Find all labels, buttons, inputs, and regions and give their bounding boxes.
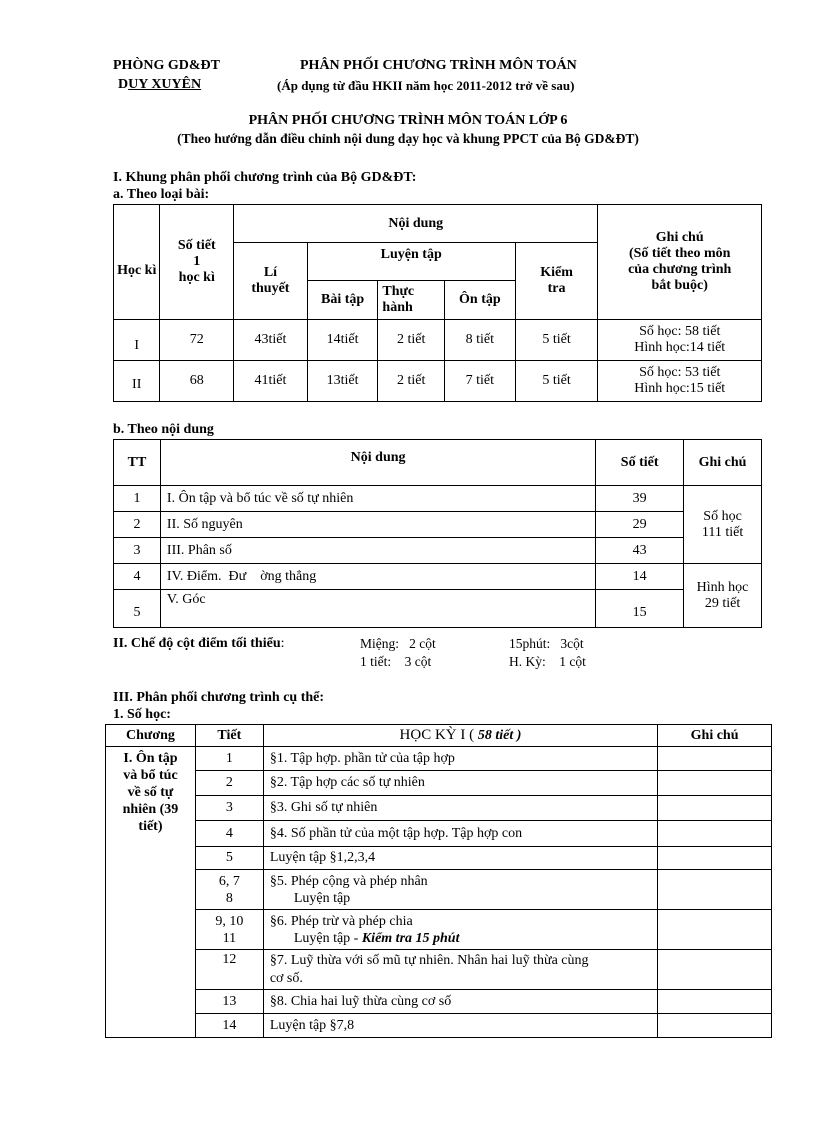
hdr-chuong: Chương xyxy=(106,725,196,747)
hdr-ghichu-3: của chương trình xyxy=(628,262,732,277)
table-row xyxy=(106,796,772,821)
cell-th: 2 tiết xyxy=(378,361,445,402)
cell-tiet xyxy=(195,910,263,950)
gc-sohoc-1: Số học xyxy=(703,508,742,524)
hdr-hocky xyxy=(263,725,657,747)
hdr-sotiet-b: Số tiết xyxy=(596,440,684,486)
main-subtitle: (Theo hướng dẫn điều chỉnh nội dung dạy học và khung PPCT của Bộ GD&ĐT) xyxy=(177,131,639,146)
table-row xyxy=(114,486,762,512)
cell-gc-sohoc xyxy=(684,486,762,564)
cell-gc-1: Số học: 58 tiết xyxy=(639,324,721,339)
hdr-kiemtra xyxy=(515,243,598,320)
tiet1-value: 1 tiết: 3 cột xyxy=(360,654,432,669)
cell-tiet: 5 xyxy=(195,847,263,870)
table-row xyxy=(106,870,772,910)
main-title: PHÂN PHỐI CHƯƠNG TRÌNH MÔN TOÁN LỚP 6 xyxy=(248,113,568,128)
cell-ghichu xyxy=(658,771,772,796)
hdr-lithuyet-2: thuyết xyxy=(251,281,290,296)
cell-st: 39 xyxy=(596,486,684,512)
cell-tiet: 12 xyxy=(195,950,263,990)
hdr-kiemtra-2: tra xyxy=(547,281,566,296)
org-district xyxy=(118,77,201,93)
gc-hinhhoc-1: Hình học xyxy=(696,579,749,595)
table-row xyxy=(106,821,772,847)
hdr-kiemtra-1: Kiểm xyxy=(540,265,573,280)
cell-nd: IV. Điểm. Đư ờng thẳng xyxy=(160,564,595,590)
cell-ghichu xyxy=(658,821,772,847)
cell-nd: III. Phân số xyxy=(160,538,595,564)
section1-sub-a: a. Theo loại bài: xyxy=(113,187,210,202)
cell-ghichu xyxy=(658,990,772,1014)
cell-gc xyxy=(598,320,762,361)
section1-sub-b: b. Theo nội dung xyxy=(113,422,214,437)
cell-noidung xyxy=(263,870,657,910)
cell-noidung: Luyện tập §1,2,3,4 xyxy=(263,847,657,870)
cell-sotiet: 72 xyxy=(160,320,234,361)
cell-tt: 4 xyxy=(114,564,161,590)
cell-noidung: §4. Số phần tử của một tập hợp. Tập hợp con xyxy=(263,821,657,847)
nd-b: Luyện tập xyxy=(293,890,351,906)
table-so-hoc xyxy=(105,724,772,1038)
hdr-ghichu-1: Ghi chú xyxy=(655,230,704,245)
chuong-line-3: về số tự xyxy=(127,785,174,800)
cell-bt: 13tiết xyxy=(307,361,378,402)
cell-tiet: 13 xyxy=(195,990,263,1014)
mieng-value: Miệng: 2 cột xyxy=(360,636,436,651)
cell-ot: 8 tiết xyxy=(445,320,516,361)
cell-ghichu xyxy=(658,796,772,821)
cell-gc-1: Số học: 53 tiết xyxy=(639,365,721,380)
cell-nd: II. Số nguyên xyxy=(160,512,595,538)
hdr-sotiet-3: học kì xyxy=(178,270,215,285)
cell-tt: 1 xyxy=(114,486,161,512)
table-row xyxy=(114,512,762,538)
cell-tiet: 4 xyxy=(195,821,263,847)
table-row xyxy=(106,1014,772,1038)
cell-hk: I xyxy=(114,320,160,361)
cell-st: 15 xyxy=(596,590,684,628)
cell-ghichu xyxy=(658,747,772,771)
cell-noidung: §3. Ghi số tự nhiên xyxy=(263,796,657,821)
table-row xyxy=(114,564,762,590)
nd-b xyxy=(270,930,657,947)
cell-kt: 5 tiết xyxy=(515,361,598,402)
table-row xyxy=(106,771,772,796)
cell-gc-2: Hình học:14 tiết xyxy=(634,340,726,355)
hdr-ontap: Ôn tập xyxy=(445,281,516,320)
hdr-lithuyet xyxy=(234,243,308,320)
cell-noidung: §1. Tập hợp. phần tử của tập hợp xyxy=(263,747,657,771)
hdr-tiet: Tiết xyxy=(195,725,263,747)
chuong-line-5: tiết) xyxy=(138,819,163,834)
cell-noidung: §2. Tập hợp các số tự nhiên xyxy=(263,771,657,796)
section3-heading: III. Phân phối chương trình cụ thể: xyxy=(113,690,325,705)
section2-heading xyxy=(113,636,285,652)
cell-noidung: Luyện tập §7,8 xyxy=(263,1014,657,1038)
hdr-hocky-italic: 58 tiết ) xyxy=(477,728,522,743)
cell-lt: 43tiết xyxy=(234,320,308,361)
org-district-underlined: UY XUYÊN xyxy=(128,77,202,92)
cell-th: 2 tiết xyxy=(378,320,445,361)
nd-a: §7. Luỹ thừa với số mũ tự nhiên. Nhân hai luỹ thừa cùng xyxy=(269,952,589,968)
table-row xyxy=(106,910,772,950)
chuong-line-4: nhiên (39 xyxy=(122,802,179,817)
hdr-hocki: Học kì xyxy=(114,205,160,320)
cell-sotiet: 68 xyxy=(160,361,234,402)
cell-tt: 3 xyxy=(114,538,161,564)
table-theo-noi-dung xyxy=(113,439,762,628)
tiet-a: 9, 10 xyxy=(215,913,244,929)
cell-tiet: 3 xyxy=(195,796,263,821)
section2-colon: : xyxy=(280,636,285,651)
table-row xyxy=(106,747,772,771)
cell-gc-hinhhoc xyxy=(684,564,762,628)
nd-b: cơ số. xyxy=(269,970,303,986)
tiet-b: 8 xyxy=(225,890,233,906)
gc-sohoc-2: 111 tiết xyxy=(701,524,744,540)
table-row xyxy=(106,847,772,870)
table-row xyxy=(106,950,772,990)
hdr-ghichu-2: (Số tiết theo môn xyxy=(628,246,731,261)
table-row xyxy=(106,990,772,1014)
cell-st: 14 xyxy=(596,564,684,590)
cell-bt: 14tiết xyxy=(307,320,378,361)
cell-gc xyxy=(598,361,762,402)
hdr-noidung-b: Nội dung xyxy=(160,440,595,486)
hdr-hocky-prefix: HỌC KỲ I ( xyxy=(399,727,478,743)
section2-heading-text: II. Chế độ cột điểm tối thiểu xyxy=(113,636,281,651)
cell-hk: II xyxy=(114,361,160,402)
cell-nd: V. Góc xyxy=(160,590,595,628)
cell-chuong xyxy=(106,747,196,1038)
cell-ghichu xyxy=(658,870,772,910)
cell-kt: 5 tiết xyxy=(515,320,598,361)
tiet-b: 11 xyxy=(222,930,237,946)
cell-st: 29 xyxy=(596,512,684,538)
cell-noidung xyxy=(263,910,657,950)
hdr-sotiet xyxy=(160,205,234,320)
cell-ghichu xyxy=(658,910,772,950)
nd-a: §5. Phép cộng và phép nhân xyxy=(269,873,428,889)
doc-title: PHÂN PHỐI CHƯƠNG TRÌNH MÔN TOÁN xyxy=(300,58,577,73)
chuong-line-1: I. Ôn tập xyxy=(123,751,178,766)
chuong-line-2: và bổ túc xyxy=(123,768,178,783)
doc-subtitle: (Áp dụng từ đầu HKII năm học 2011-2012 trở về sau) xyxy=(277,78,575,93)
cell-tt: 5 xyxy=(114,590,161,628)
hdr-ghichu xyxy=(598,205,762,320)
hdr-thuchanh-1: Thực xyxy=(382,284,415,299)
hdr-thuchanh xyxy=(378,281,445,320)
table-row xyxy=(114,538,762,564)
cell-tiet: 1 xyxy=(195,747,263,771)
cell-noidung: §8. Chia hai luỹ thừa cùng cơ số xyxy=(263,990,657,1014)
table-row xyxy=(114,361,762,402)
gc-hinhhoc-2: 29 tiết xyxy=(704,595,741,611)
cell-tt: 2 xyxy=(114,512,161,538)
hky-value: H. Kỳ: 1 cột xyxy=(509,654,586,669)
section1-heading: I. Khung phân phối chương trình của Bộ GD&ĐT: xyxy=(113,170,417,185)
tiet-a: 6, 7 xyxy=(218,873,240,889)
hdr-luyentap: Luyện tập xyxy=(307,243,515,281)
hdr-thuchanh-2: hành xyxy=(382,300,413,315)
p15-value: 15phút: 3cột xyxy=(509,636,584,651)
cell-gc-2: Hình học:15 tiết xyxy=(634,381,726,396)
cell-st: 43 xyxy=(596,538,684,564)
nd-b-bold: Kiểm tra 15 phút xyxy=(361,930,460,946)
hdr-ghichu-4: bắt buộc) xyxy=(651,278,708,293)
hdr-sotiet-2: 1 xyxy=(193,254,201,269)
cell-ghichu xyxy=(658,950,772,990)
cell-tiet: 2 xyxy=(195,771,263,796)
hdr-baitap: Bài tập xyxy=(307,281,378,320)
cell-tiet xyxy=(195,870,263,910)
table-theo-loai-bai xyxy=(113,204,762,402)
org-name: PHÒNG GD&ĐT xyxy=(113,58,220,73)
nd-a: §6. Phép trừ và phép chia xyxy=(269,913,413,929)
table-row xyxy=(114,590,762,628)
cell-lt: 41tiết xyxy=(234,361,308,402)
cell-noidung xyxy=(263,950,657,990)
section3-sub1: 1. Số học: xyxy=(113,707,171,722)
cell-ghichu xyxy=(658,847,772,870)
org-district-prefix: D xyxy=(118,77,129,92)
cell-ghichu xyxy=(658,1014,772,1038)
nd-b-text: Luyện tập - xyxy=(293,930,362,946)
hdr-noidung: Nội dung xyxy=(234,205,598,243)
cell-nd: I. Ôn tập và bổ túc về số tự nhiên xyxy=(160,486,595,512)
hdr-ghichu-b: Ghi chú xyxy=(684,440,762,486)
table-row xyxy=(114,320,762,361)
hdr-sotiet-1: Số tiết xyxy=(177,238,216,253)
cell-tiet: 14 xyxy=(195,1014,263,1038)
hdr-tt: TT xyxy=(114,440,161,486)
hdr-ghichu-3: Ghi chú xyxy=(658,725,772,747)
cell-ot: 7 tiết xyxy=(445,361,516,402)
hdr-lithuyet-1: Lí xyxy=(263,265,278,280)
